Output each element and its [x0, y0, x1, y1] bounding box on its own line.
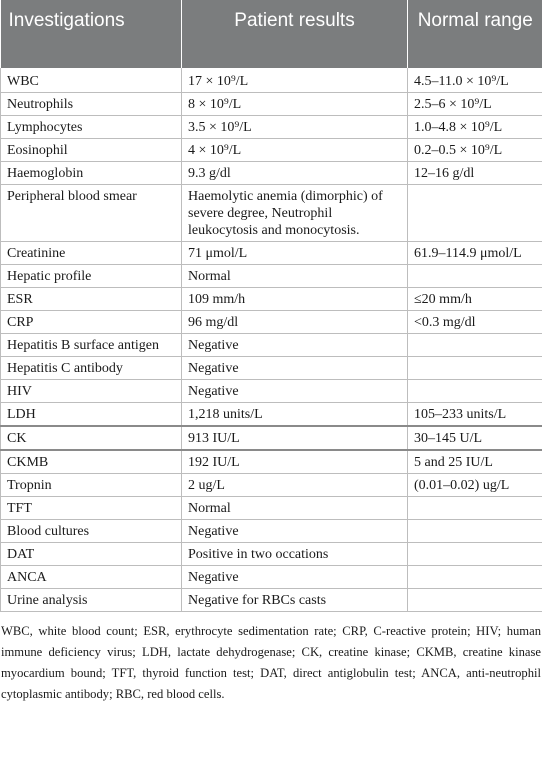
table-header-row: [1, 0, 542, 68]
patient-result-cell: 9.3 g/dl: [182, 162, 408, 185]
table-row: [1, 450, 542, 474]
normal-range-cell: (0.01–0.02) ug/L: [408, 474, 542, 497]
header-normal-range: Normal range: [408, 0, 542, 68]
table-row: [1, 334, 542, 357]
table-row: [1, 185, 542, 242]
table-row: [1, 403, 542, 427]
normal-range-cell: <0.3 mg/dl: [408, 311, 542, 334]
table-row: [1, 380, 542, 403]
normal-range-cell: 61.9–114.9 μmol/L: [408, 242, 542, 265]
table-row: [1, 589, 542, 612]
investigation-cell: Hepatitis C antibody: [1, 357, 182, 380]
investigation-cell: LDH: [1, 403, 182, 427]
table-row: [1, 357, 542, 380]
patient-result-cell: Negative: [182, 520, 408, 543]
table-row: [1, 311, 542, 334]
header-patient-results: Patient results: [182, 0, 408, 68]
normal-range-cell: 12–16 g/dl: [408, 162, 542, 185]
patient-result-cell: 913 IU/L: [182, 426, 408, 450]
patient-result-cell: 71 μmol/L: [182, 242, 408, 265]
investigation-cell: WBC: [1, 68, 182, 93]
patient-result-cell: Negative: [182, 334, 408, 357]
table-row: [1, 566, 542, 589]
table-row: [1, 474, 542, 497]
patient-result-cell: Positive in two occations: [182, 543, 408, 566]
patient-result-cell: Negative for RBCs casts: [182, 589, 408, 612]
investigation-cell: CRP: [1, 311, 182, 334]
table-row: [1, 242, 542, 265]
normal-range-cell: 1.0–4.8 × 10⁹/L: [408, 116, 542, 139]
normal-range-cell: 105–233 units/L: [408, 403, 542, 427]
patient-result-cell: 96 mg/dl: [182, 311, 408, 334]
normal-range-cell: [408, 334, 542, 357]
investigation-cell: Hepatic profile: [1, 265, 182, 288]
patient-result-cell: 4 × 10⁹/L: [182, 139, 408, 162]
patient-result-cell: Normal: [182, 497, 408, 520]
investigation-cell: Lymphocytes: [1, 116, 182, 139]
normal-range-cell: ≤20 mm/h: [408, 288, 542, 311]
patient-result-cell: 17 × 10⁹/L: [182, 68, 408, 93]
table-row: [1, 426, 542, 450]
patient-result-cell: Negative: [182, 566, 408, 589]
table-row: [1, 543, 542, 566]
table-row: [1, 116, 542, 139]
investigation-cell: CKMB: [1, 450, 182, 474]
investigation-cell: Eosinophil: [1, 139, 182, 162]
investigation-cell: Haemoglobin: [1, 162, 182, 185]
table-row: [1, 497, 542, 520]
investigation-cell: HIV: [1, 380, 182, 403]
investigation-cell: Peripheral blood smear: [1, 185, 182, 242]
normal-range-cell: 0.2–0.5 × 10⁹/L: [408, 139, 542, 162]
investigation-cell: Urine analysis: [1, 589, 182, 612]
patient-result-cell: 192 IU/L: [182, 450, 408, 474]
normal-range-cell: [408, 497, 542, 520]
normal-range-cell: 5 and 25 IU/L: [408, 450, 542, 474]
header-investigations: Investigations: [1, 0, 182, 68]
table-body: [1, 68, 542, 612]
patient-result-cell: Negative: [182, 357, 408, 380]
investigation-cell: DAT: [1, 543, 182, 566]
table-row: [1, 162, 542, 185]
patient-result-cell: Negative: [182, 380, 408, 403]
table-row: [1, 93, 542, 116]
normal-range-cell: [408, 566, 542, 589]
normal-range-cell: [408, 589, 542, 612]
normal-range-cell: [408, 520, 542, 543]
patient-result-cell: 8 × 10⁹/L: [182, 93, 408, 116]
table-row: [1, 68, 542, 93]
investigation-cell: TFT: [1, 497, 182, 520]
investigation-cell: Neutrophils: [1, 93, 182, 116]
table-row: [1, 520, 542, 543]
normal-range-cell: [408, 543, 542, 566]
normal-range-cell: [408, 265, 542, 288]
normal-range-cell: [408, 380, 542, 403]
investigation-cell: ANCA: [1, 566, 182, 589]
normal-range-cell: [408, 185, 542, 242]
table-row: [1, 265, 542, 288]
table-row: [1, 288, 542, 311]
table-row: [1, 139, 542, 162]
patient-result-cell: 3.5 × 10⁹/L: [182, 116, 408, 139]
normal-range-cell: 4.5–11.0 × 10⁹/L: [408, 68, 542, 93]
investigation-cell: Tropnin: [1, 474, 182, 497]
patient-result-cell: 109 mm/h: [182, 288, 408, 311]
investigation-cell: Creatinine: [1, 242, 182, 265]
investigation-cell: Blood cultures: [1, 520, 182, 543]
patient-result-cell: 2 ug/L: [182, 474, 408, 497]
investigation-cell: Hepatitis B surface antigen: [1, 334, 182, 357]
patient-result-cell: Normal: [182, 265, 408, 288]
patient-result-cell: Haemolytic anemia (dimorphic) of severe degree, Neutrophil leukocytosis and monocytosis.: [182, 185, 408, 242]
normal-range-cell: 2.5–6 × 10⁹/L: [408, 93, 542, 116]
table-footnote: WBC, white blood count; ESR, erythrocyte sedimentation rate; CRP, C-reactive protein; HIV; human immune deficiency virus; LDH, lactate dehydrogenase; CK, creatine kinase; CKMB, creatine kinase myocardium bound; TFT, thyroid function test; DAT, direct antiglobulin test; ANCA, anti-neutrophil cytoplasmic antibody; RBC, red blood cells.: [1, 624, 541, 701]
normal-range-cell: 30–145 U/L: [408, 426, 542, 450]
patient-result-cell: 1,218 units/L: [182, 403, 408, 427]
investigation-cell: ESR: [1, 288, 182, 311]
normal-range-cell: [408, 357, 542, 380]
investigation-cell: CK: [1, 426, 182, 450]
